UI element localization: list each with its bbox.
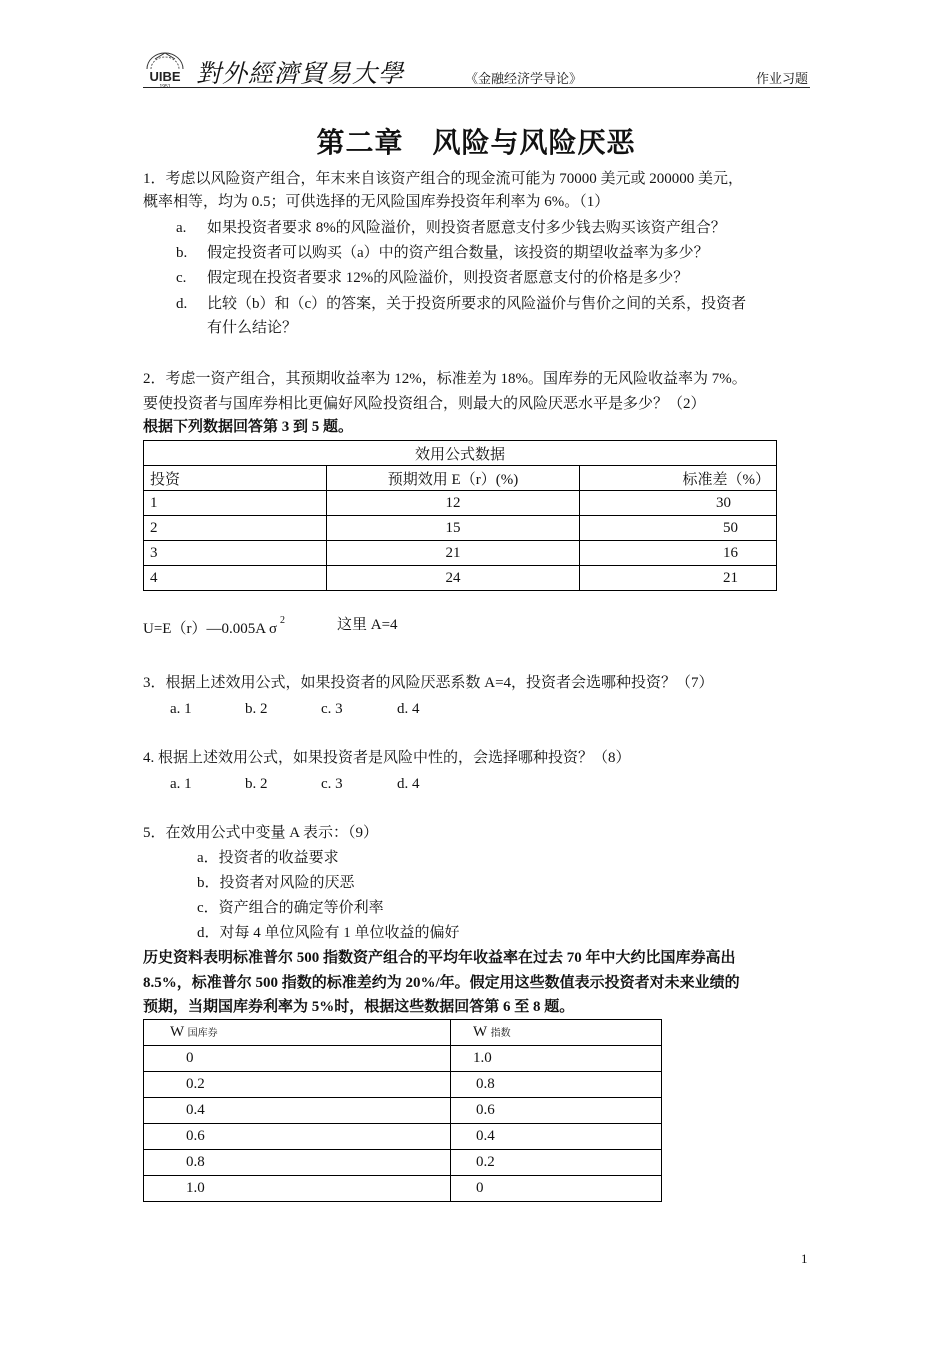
table-cell: 4 [144, 566, 327, 591]
table-cell: 0.6 [144, 1124, 451, 1150]
page-number: 1 [801, 1251, 808, 1266]
q1-option-d-line2: 有什么结论？ [207, 320, 298, 336]
table-cell: 0.6 [451, 1098, 662, 1124]
table-cell: 0.4 [451, 1124, 662, 1150]
table-cell: 50 [580, 516, 777, 541]
instruction-q6-8-line3: 预期，当期国库券利率为 5%时，根据这些数据回答第 6 至 8 题。 [143, 999, 575, 1015]
q1-text-line2: 概率相等，均为 0.5；可供选择的无风险国库券投资年利率为 6%。（1） [143, 194, 610, 210]
university-name-logotype: 對外經濟貿易大學 [196, 59, 405, 88]
table-cell: 0 [451, 1176, 662, 1202]
table-cell: 1 [144, 491, 327, 516]
q2-text-line1: 2．考虑一资产组合，其预期收益率为 12%，标准差为 18%。国库券的无风险收益率为 7%。 [143, 371, 747, 387]
q5-option-d: d．对每 4 单位风险有 1 单位收益的偏好 [197, 925, 460, 941]
column-header-std-dev: 标准差（%） [580, 466, 777, 491]
q4-option-c: c. 3 [321, 776, 343, 792]
formula-where: 这里 A=4 [337, 617, 398, 633]
table-cell: 0.8 [144, 1150, 451, 1176]
q1-option-a: 如果投资者要求 8%的风险溢价，则投资者愿意支付多少钱去购买该资产组合？ [207, 220, 726, 236]
table-cell: 0.2 [451, 1150, 662, 1176]
table-cell: 21 [327, 541, 580, 566]
w-symbol: W [170, 1024, 184, 1040]
q5-text: 5．在效用公式中变量 A 表示：（9） [143, 825, 379, 841]
instruction-q6-8-line2: 8.5%，标准普尔 500 指数的标准差约为 20%/年。假定用这些数值表示投资者对未来业绩的 [143, 975, 740, 991]
table-cell: 12 [327, 491, 580, 516]
q4-option-d: d. 4 [397, 776, 420, 792]
table-cell: 24 [327, 566, 580, 591]
weights-table [143, 1019, 662, 1202]
table-row [144, 1150, 662, 1176]
column-header-investment: 投资 [144, 466, 327, 491]
table-row [144, 1124, 662, 1150]
table-cell: 1.0 [144, 1176, 451, 1202]
q1-option-d-label: d. [176, 296, 188, 312]
table-row [144, 541, 777, 566]
q5-option-b: b．投资者对风险的厌恶 [197, 875, 355, 891]
utility-formula [143, 615, 285, 639]
q1-option-c-label: c. [176, 270, 187, 286]
table-caption-row [144, 441, 777, 466]
formula-exponent: 2 [280, 615, 286, 626]
table-row [144, 1072, 662, 1098]
table-cell: 2 [144, 516, 327, 541]
table-caption: 效用公式数据 [144, 441, 777, 466]
table-row [144, 516, 777, 541]
q1-option-c: 假定现在投资者要求 12%的风险溢价，则投资者愿意支付的价格是多少？ [207, 270, 689, 286]
table-cell: 1.0 [451, 1046, 662, 1072]
q5-option-c: c．资产组合的确定等价利率 [197, 900, 384, 916]
table-cell: 3 [144, 541, 327, 566]
q1-option-a-label: a. [176, 220, 187, 236]
header-section-label: 作业习题 [756, 71, 809, 86]
q4-option-b: b. 2 [245, 776, 268, 792]
table-cell: 15 [327, 516, 580, 541]
instruction-q3-5: 根据下列数据回答第 3 到 5 题。 [143, 419, 354, 435]
column-header-w-index [451, 1020, 662, 1046]
header-divider [143, 87, 810, 88]
instruction-q6-8-line1: 历史资料表明标准普尔 500 指数资产组合的平均年收益率在过去 70 年中大约比国库券高出 [143, 950, 736, 966]
q3-option-c: c. 3 [321, 701, 343, 717]
q3-option-d: d. 4 [397, 701, 420, 717]
table-cell: 0.4 [144, 1098, 451, 1124]
q1-option-b-label: b. [176, 245, 188, 261]
chapter-title: 第二章 风险与风险厌恶 [316, 127, 636, 158]
q4-text: 4. 根据上述效用公式，如果投资者是风险中性的，会选择哪种投资？（8） [143, 750, 631, 766]
svg-text:1951: 1951 [159, 84, 171, 89]
university-logo [143, 49, 187, 89]
svg-text:UIBE: UIBE [149, 69, 181, 84]
table-cell: 30 [580, 491, 777, 516]
q1-option-b: 假定投资者可以购买（a）中的资产组合数量，该投资的期望收益率为多少？ [207, 245, 709, 261]
formula-expression: U=E（r）—0.005A σ [143, 621, 278, 637]
column-header-expected-utility: 预期效用 E（r）(%) [327, 466, 580, 491]
table-row [144, 566, 777, 591]
table-cell: 16 [580, 541, 777, 566]
table-row [144, 1046, 662, 1072]
table-row [144, 1176, 662, 1202]
table-cell: 0.8 [451, 1072, 662, 1098]
table-cell: 21 [580, 566, 777, 591]
w-subscript-index: 指数 [490, 1028, 511, 1039]
q5-option-a: a．投资者的收益要求 [197, 850, 339, 866]
table-row [144, 1098, 662, 1124]
table-header-row [144, 466, 777, 491]
table-cell: 0.2 [144, 1072, 451, 1098]
header-book-title: 《金融经济学导论》 [465, 71, 583, 86]
w-symbol: W [473, 1024, 487, 1040]
q1-option-d-line1: 比较（b）和（c）的答案，关于投资所要求的风险溢价与售价之间的关系，投资者 [207, 296, 747, 312]
table-cell: 0 [144, 1046, 451, 1072]
column-header-w-tbill [144, 1020, 451, 1046]
q2-text-line2: 要使投资者与国库券相比更偏好风险投资组合，则最大的风险厌恶水平是多少？（2） [143, 396, 706, 412]
q1-text-line1: 1．考虑以风险资产组合，年末来自该资产组合的现金流可能为 70000 美元或 200000 美元， [143, 171, 744, 187]
q3-option-a: a. 1 [170, 701, 192, 717]
w-subscript-tbill: 国库券 [187, 1028, 218, 1039]
table-row [144, 491, 777, 516]
table-header-row [144, 1020, 662, 1046]
utility-data-table [143, 440, 777, 591]
q3-text: 3．根据上述效用公式，如果投资者的风险厌恶系数 A=4，投资者会选哪种投资？（7） [143, 675, 714, 691]
q3-option-b: b. 2 [245, 701, 268, 717]
q4-option-a: a. 1 [170, 776, 192, 792]
